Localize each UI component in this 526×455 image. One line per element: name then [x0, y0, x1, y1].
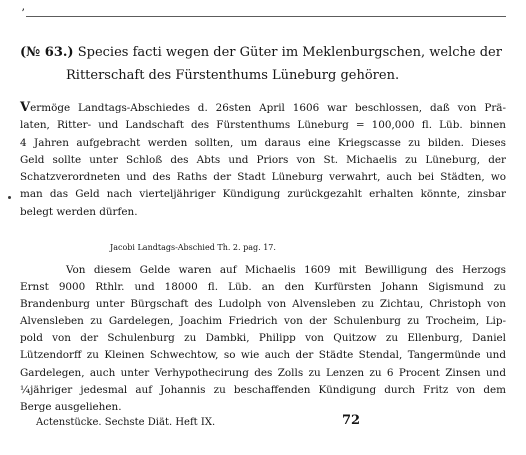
paragraph-2: [20, 262, 506, 416]
paragraph-1-line: man das Geld nach vierteljähriger Kündigung zurückgezahlt erhalten könnte, zinsbar: [20, 188, 506, 201]
paragraph-1-line-text: ermöge Landtags-Abschiedes d. 26sten April 1606 war beschlossen, daß von Prä-: [30, 102, 506, 114]
margin-speck: [8, 196, 11, 199]
heading-line-1: [20, 41, 508, 64]
paragraph-2-line: Von diesem Gelde waren auf Michaelis 1609 mit Bewilligung des Herzogs: [66, 264, 506, 276]
paragraph-2-line: Lützendorff zu Kleinen Schwechtow, so wie auch der Städte Stendal, Tangermünde und: [20, 349, 506, 362]
heading-title-line-1: Species facti wegen der Güter im Meklenburgschen, welche der: [77, 45, 502, 60]
paragraph-1-line: Schatzverordneten und des Raths der Stadt Lüneburg verwahrt, auch bei Städten, wo: [20, 171, 506, 184]
source-citation: Jacobi Landtags-Abschied Th. 2. pag. 17.: [110, 243, 276, 252]
paragraph-1-line: 4 Jahren aufgebracht werden sollten, um daraus eine Kriegscasse zu bilden. Dieses: [20, 136, 506, 149]
paragraph-2-line: Ernst 9000 Rthlr. und 18000 fl. Lüb. an den Kurfürsten Johann Sigismund zu: [20, 281, 506, 294]
top-corner-mark: ʼ: [21, 7, 25, 20]
paragraph-2-line: pold von der Schulenburg zu Dambki, Philipp von Quitzow zu Ellenburg, Daniel: [20, 332, 506, 345]
page-number: 72: [342, 413, 361, 428]
footer-reference: Actenstücke. Sechste Diät. Heft IX.: [36, 417, 216, 428]
paragraph-1-line: laten, Ritter- und Landschaft des Fürstenthums Lüneburg = 100,000 fl. Lüb. binnen: [20, 119, 506, 132]
paragraph-2-line: Alvensleben zu Gardelegen, Joachim Friedrich von der Schulenburg zu Trocheim, Lip-: [20, 315, 506, 328]
paragraph-2-line: Gardelegen, auch unter Verhypothecirung des Zolls zu Lenzen zu 6 Procent Zinsen und: [20, 366, 506, 379]
section-number: (№ 63.): [20, 45, 74, 60]
section-heading: [20, 41, 508, 87]
paragraph-2-line: Brandenburg unter Bürgschaft des Ludolph von Alvensleben zu Zichtau, Christoph von: [20, 298, 506, 311]
paragraph-2-line: Berge ausgeliehen.: [20, 400, 122, 413]
header-rule: [26, 16, 506, 17]
paragraph-1: [20, 99, 506, 221]
paragraph-2-line: ¼jähriger jedesmal auf Johannis zu beschaffenden Kündigung durch Fritz von dem: [20, 383, 506, 396]
paragraph-1-line: [20, 99, 506, 117]
initial-letter: V: [20, 100, 31, 115]
heading-title-line-2: Ritterschaft des Fürstenthums Lüneburg gehören.: [66, 68, 400, 83]
paragraph-1-line: belegt werden dürfen.: [20, 205, 138, 218]
paragraph-1-line: Geld sollte unter Schloß des Abts und Priors von St. Michaelis zu Lüneburg, der: [20, 153, 506, 166]
